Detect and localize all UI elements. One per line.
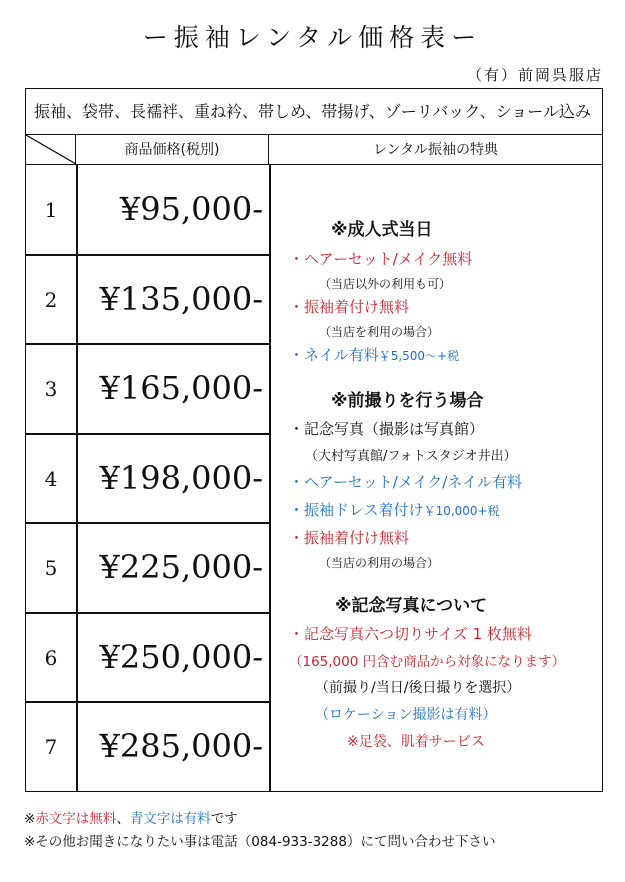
benefit-item-price: ￥5,500～+税 xyxy=(378,349,460,363)
row-divider xyxy=(26,612,269,614)
footer-mark: ※ xyxy=(24,811,36,827)
footer-end: です xyxy=(210,811,238,827)
legend-paid: 青文字は有料 xyxy=(129,811,211,827)
row-number: 1 xyxy=(44,198,58,222)
row-price: ¥250,000- xyxy=(99,638,263,676)
price-table xyxy=(25,88,603,792)
benefit-item: ・振袖着付け無料 xyxy=(289,529,410,547)
benefit-heading: ※成人式当日 xyxy=(331,220,433,240)
benefit-item-price: ￥10,000+税 xyxy=(423,504,500,518)
benefit-heading: ※前撮りを行う場合 xyxy=(331,391,484,411)
footer-legend xyxy=(24,807,238,827)
row-price: ¥165,000- xyxy=(99,369,263,407)
row-number: 2 xyxy=(44,288,58,312)
benefit-note: （当店以外の利用も可） xyxy=(319,277,452,291)
benefit-note: （大村写真館/フォトスタジオ井出） xyxy=(305,449,517,464)
benefit-note: （前撮り/当日/後日撮りを選択） xyxy=(315,680,521,696)
benefit-column-header: レンタル振袖の特典 xyxy=(269,135,602,165)
row-divider xyxy=(26,701,269,703)
row-number: 5 xyxy=(44,556,58,580)
footer-contact: ※その他お聞きになりたい事は電話（084-933-3288）にて問い合わせ下さい xyxy=(24,834,496,850)
benefit-item: ・振袖着付け無料 xyxy=(289,298,410,316)
benefit-item xyxy=(289,499,500,520)
benefit-heading: ※記念写真について xyxy=(335,596,488,616)
included-items: 振袖、袋帯、長襦袢、重ね衿、帯しめ、帯揚げ、ゾーリバック、ショール込み xyxy=(26,89,602,135)
benefit-note: （当店を利用の場合） xyxy=(319,325,440,339)
diagonal-line-icon xyxy=(26,135,76,164)
legend-free: 赤文字は無料 xyxy=(35,811,117,827)
benefit-note: （165,000 円含む商品から対象になります） xyxy=(289,654,566,670)
benefit-item: ※足袋、肌着サービス xyxy=(347,734,485,750)
benefits-panel xyxy=(269,165,602,791)
benefit-note: （ロケーション撮影は有料） xyxy=(315,707,497,723)
benefit-item: ・記念写真（撮影は写真館） xyxy=(289,420,485,438)
benefit-note: （当店の利用の場合） xyxy=(319,556,440,570)
benefit-item: ・記念写真六つ切りサイズ 1 枚無料 xyxy=(289,625,532,643)
corner-cell xyxy=(26,135,76,165)
row-divider xyxy=(26,433,269,435)
row-divider xyxy=(26,522,269,524)
row-number: 4 xyxy=(44,467,58,491)
row-divider xyxy=(26,343,269,345)
page-title: ー振袖レンタル価格表ー xyxy=(142,23,483,52)
benefit-item-label: ・振袖ドレス着付け xyxy=(289,501,424,519)
row-price: ¥225,000- xyxy=(99,548,263,586)
price-column-header: 商品価格(税別) xyxy=(76,135,269,165)
row-divider xyxy=(26,254,269,256)
footer-separator: 、 xyxy=(116,811,130,827)
benefit-item: ・ヘアーセット/メイク無料 xyxy=(289,250,473,268)
row-price: ¥135,000- xyxy=(99,280,263,318)
row-price: ¥198,000- xyxy=(99,459,263,497)
benefit-item xyxy=(289,344,459,365)
row-number: 7 xyxy=(44,735,58,759)
row-price: ¥95,000- xyxy=(119,190,263,228)
row-number: 6 xyxy=(44,646,58,670)
benefit-item: ・ヘアーセット/メイク/ネイル有料 xyxy=(289,473,523,491)
row-number: 3 xyxy=(44,377,58,401)
benefit-item-label: ・ネイル有料 xyxy=(289,346,379,364)
shop-name: （有）前岡呉服店 xyxy=(466,66,603,84)
row-price: ¥285,000- xyxy=(99,727,263,765)
